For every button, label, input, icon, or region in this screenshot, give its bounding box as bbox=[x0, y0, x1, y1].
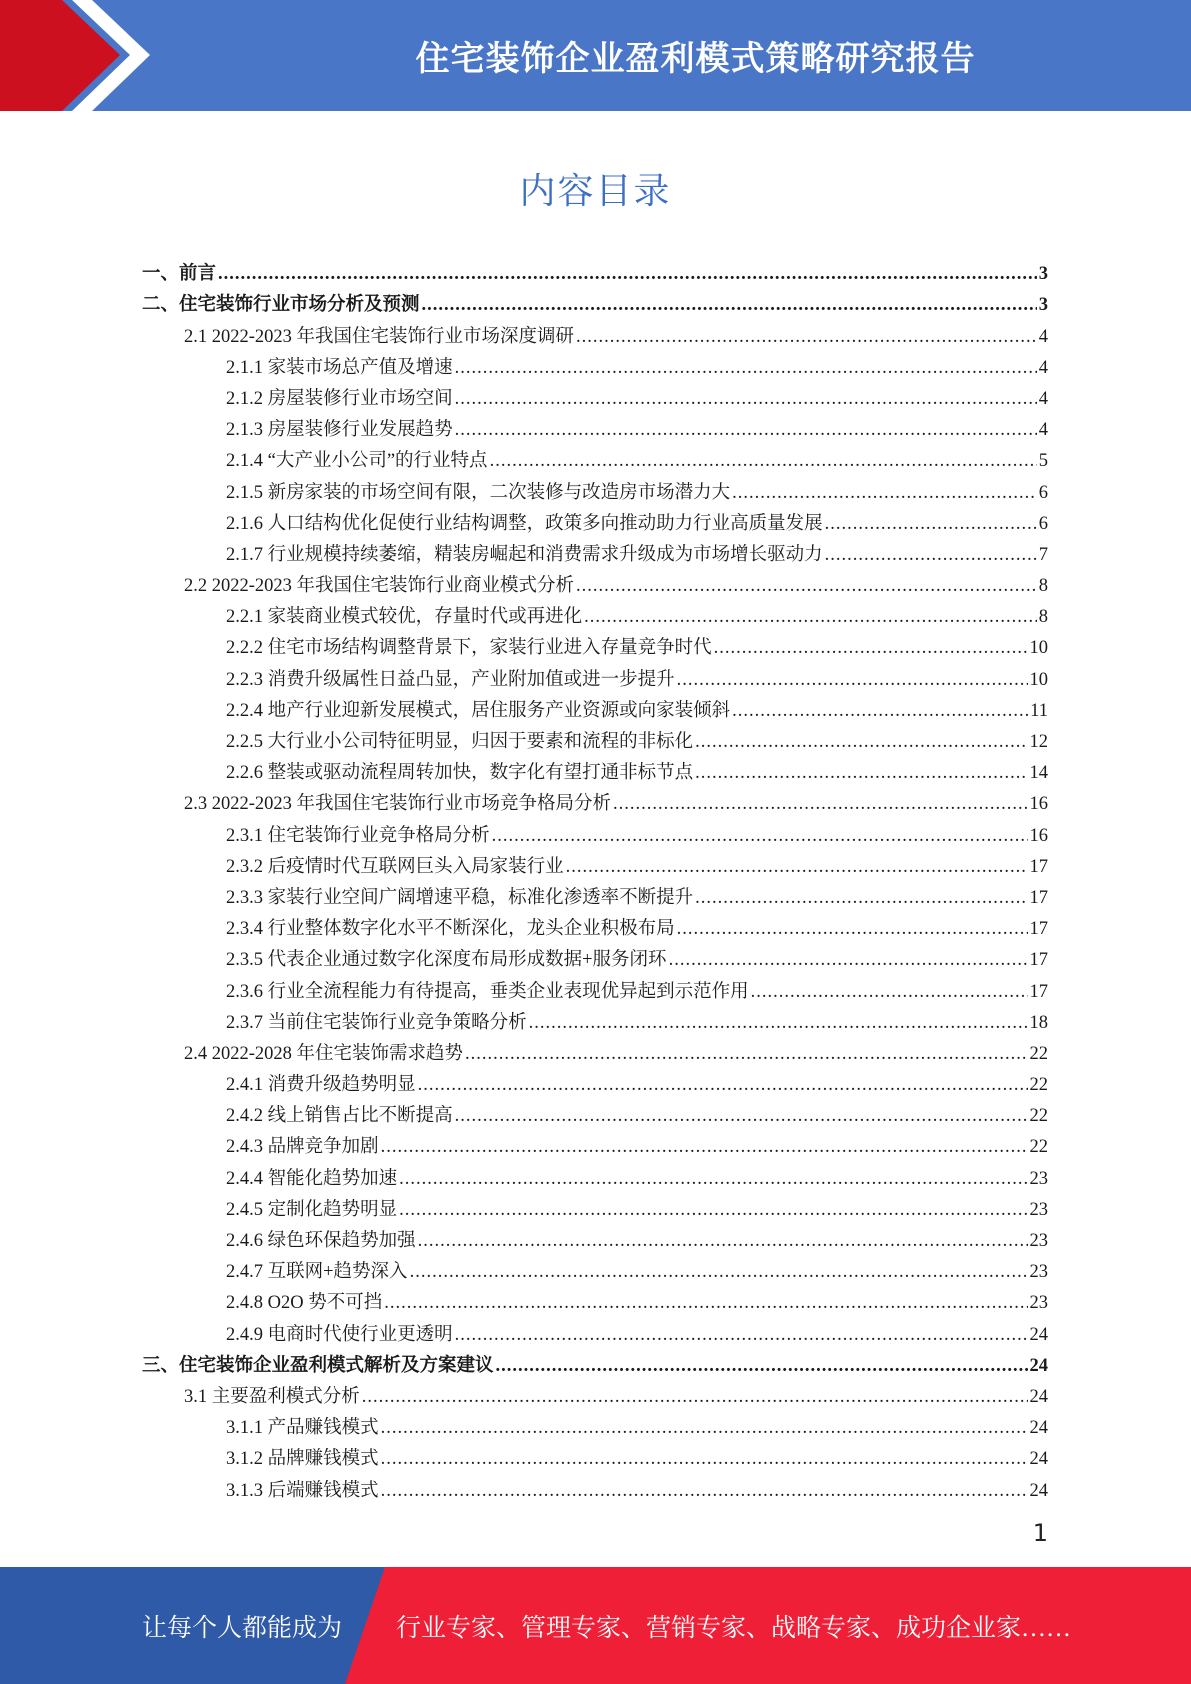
toc-entry-label: 2.1.1 家装市场总产值及增速 bbox=[226, 357, 453, 378]
toc-leader-dots bbox=[381, 1448, 1028, 1470]
page-header bbox=[0, 0, 1191, 111]
table-of-contents bbox=[142, 254, 1048, 1502]
toc-leader-dots bbox=[695, 731, 1027, 753]
toc-entry-label: 3.1.3 后端赚钱模式 bbox=[226, 1480, 379, 1501]
toc-leader-dots bbox=[576, 326, 1037, 348]
toc-entry-page: 16 bbox=[1029, 825, 1048, 846]
toc-leader-dots bbox=[422, 294, 1037, 316]
toc-entry-label: 2.1.6 人口结构优化促使行业结构调整，政策多向推动助力行业高质量发展 bbox=[226, 513, 823, 534]
toc-entry-label: 2.2.5 大行业小公司特征明显，归因于要素和流程的非标化 bbox=[226, 732, 694, 752]
toc-entry[interactable] bbox=[142, 566, 1048, 597]
toc-entry-label: 2.4.6 绿色环保趋势加强 bbox=[226, 1231, 416, 1251]
toc-entry-page: 24 bbox=[1029, 1386, 1048, 1407]
toc-entry-label: 2.3.3 家装行业空间广阔增速平稳，标准化渗透率不断提升 bbox=[226, 887, 694, 908]
toc-entry[interactable] bbox=[142, 535, 1048, 566]
toc-entry-page: 22 bbox=[1029, 1137, 1048, 1158]
toc-entry-label: 2.3.7 当前住宅装饰行业竞争策略分析 bbox=[226, 1012, 527, 1033]
toc-entry[interactable] bbox=[142, 1314, 1048, 1345]
toc-entry-label: 3.1.1 产品赚钱模式 bbox=[226, 1418, 379, 1439]
toc-entry-page: 10 bbox=[1029, 638, 1048, 659]
page-number: 1 bbox=[1032, 1519, 1048, 1547]
toc-entry-page: 7 bbox=[1038, 544, 1048, 565]
toc-entry[interactable] bbox=[142, 815, 1048, 846]
toc-entry[interactable] bbox=[142, 971, 1048, 1002]
toc-leader-dots bbox=[732, 482, 1037, 504]
toc-entry[interactable] bbox=[142, 1065, 1048, 1096]
toc-entry-page: 24 bbox=[1029, 1418, 1048, 1439]
toc-entry-page: 4 bbox=[1038, 420, 1048, 441]
toc-leader-dots bbox=[381, 1417, 1028, 1439]
toc-entry-page: 4 bbox=[1038, 357, 1048, 378]
toc-entry-label: 三、住宅装饰企业盈利模式解析及方案建议 bbox=[142, 1355, 494, 1376]
toc-entry-page: 8 bbox=[1038, 576, 1048, 597]
toc-leader-dots bbox=[490, 450, 1037, 472]
toc-entry-page: 23 bbox=[1029, 1199, 1048, 1220]
toc-leader-dots bbox=[455, 419, 1037, 441]
toc-leader-dots bbox=[732, 700, 1028, 722]
toc-entry-page: 5 bbox=[1038, 451, 1048, 472]
toc-entry[interactable] bbox=[142, 1470, 1048, 1501]
toc-leader-dots bbox=[455, 357, 1037, 379]
toc-entry-label: 2.1.4 “大产业小公司”的行业特点 bbox=[226, 451, 488, 472]
toc-leader-dots bbox=[492, 825, 1028, 847]
toc-entry[interactable] bbox=[142, 909, 1048, 940]
toc-entry-page: 23 bbox=[1029, 1168, 1048, 1189]
toc-entry-label: 2.1 2022-2023 年我国住宅装饰行业市场深度调研 bbox=[184, 326, 575, 347]
toc-entry[interactable] bbox=[142, 722, 1048, 753]
toc-entry-label: 2.3.6 行业全流程能力有待提高，垂类企业表现优异起到示范作用 bbox=[226, 981, 749, 1002]
toc-entry[interactable] bbox=[142, 847, 1048, 878]
toc-entry-page: 24 bbox=[1029, 1480, 1048, 1501]
toc-leader-dots bbox=[695, 887, 1027, 909]
toc-leader-dots bbox=[576, 575, 1037, 597]
toc-entry-page: 22 bbox=[1029, 1043, 1048, 1064]
toc-entry-page: 23 bbox=[1029, 1293, 1048, 1314]
toc-entry-page: 24 bbox=[1029, 1449, 1048, 1470]
toc-entry-label: 3.1 主要盈利模式分析 bbox=[184, 1386, 360, 1407]
toc-leader-dots bbox=[825, 513, 1037, 535]
toc-entry-label: 2.4.1 消费升级趋势明显 bbox=[226, 1075, 416, 1096]
toc-leader-dots bbox=[496, 1355, 1028, 1377]
toc-leader-dots bbox=[751, 981, 1028, 1003]
toc-leader-dots bbox=[418, 1074, 1028, 1096]
toc-entry-label: 2.2.4 地产行业迎新发展模式，居住服务产业资源或向家装倾斜 bbox=[226, 700, 731, 721]
toc-entry-page: 14 bbox=[1029, 763, 1048, 784]
toc-entry[interactable] bbox=[142, 472, 1048, 503]
toc-leader-dots bbox=[825, 544, 1037, 566]
toc-entry[interactable] bbox=[142, 1439, 1048, 1470]
toc-entry-label: 2.2.3 消费升级属性日益凸显，产业附加值或进一步提升 bbox=[226, 669, 675, 690]
toc-entry[interactable] bbox=[142, 1190, 1048, 1221]
toc-entry[interactable] bbox=[142, 441, 1048, 472]
toc-leader-dots bbox=[410, 1261, 1028, 1283]
toc-leader-dots bbox=[613, 793, 1027, 815]
toc-entry[interactable] bbox=[142, 659, 1048, 690]
toc-entry-label: 一、前言 bbox=[142, 264, 217, 285]
footer-slogan-right: 行业专家、管理专家、营销专家、战略专家、成功企业家…… bbox=[396, 1614, 1072, 1642]
toc-leader-dots bbox=[455, 1324, 1028, 1346]
toc-entry-label: 二、住宅装饰行业市场分析及预测 bbox=[142, 295, 420, 316]
toc-entry-label: 3.1.2 品牌赚钱模式 bbox=[226, 1449, 379, 1470]
toc-entry-label: 2.4.7 互联网+趋势深入 bbox=[226, 1262, 408, 1283]
toc-entry-label: 2.4.8 O2O 势不可挡 bbox=[226, 1293, 383, 1314]
toc-entry-page: 24 bbox=[1029, 1355, 1048, 1376]
report-title: 住宅装饰企业盈利模式策略研究报告 bbox=[415, 39, 976, 79]
toc-entry-page: 3 bbox=[1038, 295, 1048, 316]
toc-entry-page: 12 bbox=[1029, 732, 1048, 752]
toc-entry[interactable] bbox=[142, 1034, 1048, 1065]
toc-entry-label: 2.3.1 住宅装饰行业竞争格局分析 bbox=[226, 825, 490, 846]
toc-entry[interactable] bbox=[142, 504, 1048, 535]
toc-leader-dots bbox=[677, 669, 1028, 691]
toc-entry-page: 22 bbox=[1029, 1075, 1048, 1096]
toc-entry-page: 11 bbox=[1030, 700, 1048, 721]
toc-entry-label: 2.2.6 整装或驱动流程周转加快，数字化有望打通非标节点 bbox=[226, 763, 694, 784]
page-footer bbox=[0, 1567, 1191, 1684]
toc-entry[interactable] bbox=[142, 784, 1048, 815]
toc-entry-label: 2.4 2022-2028 年住宅装饰需求趋势 bbox=[184, 1043, 464, 1064]
toc-entry-label: 2.1.5 新房家装的市场空间有限，二次装修与改造房市场潜力大 bbox=[226, 482, 731, 503]
toc-entry-page: 3 bbox=[1038, 264, 1048, 285]
toc-entry[interactable] bbox=[142, 1283, 1048, 1314]
toc-entry[interactable] bbox=[142, 316, 1048, 347]
toc-leader-dots bbox=[381, 1136, 1028, 1158]
toc-entry-label: 2.4.5 定制化趋势明显 bbox=[226, 1199, 398, 1220]
toc-entry-label: 2.2 2022-2023 年我国住宅装饰行业商业模式分析 bbox=[184, 576, 575, 597]
toc-entry-label: 2.2.1 家装商业模式较优，存量时代或再进化 bbox=[226, 607, 583, 628]
toc-heading: 内容目录 bbox=[519, 171, 672, 212]
toc-entry-page: 24 bbox=[1029, 1324, 1048, 1345]
toc-leader-dots bbox=[399, 1168, 1027, 1190]
toc-entry[interactable] bbox=[142, 379, 1048, 410]
toc-leader-dots bbox=[695, 762, 1027, 784]
toc-entry-label: 2.3.4 行业整体数字化水平不断深化，龙头企业积极布局 bbox=[226, 919, 675, 940]
toc-entry-label: 2.4.2 线上销售占比不断提高 bbox=[226, 1106, 453, 1127]
toc-entry[interactable] bbox=[142, 878, 1048, 909]
toc-entry[interactable] bbox=[142, 1252, 1048, 1283]
toc-entry-label: 2.1.2 房屋装修行业市场空间 bbox=[226, 388, 453, 409]
toc-entry-page: 18 bbox=[1029, 1012, 1048, 1033]
toc-entry[interactable] bbox=[142, 1158, 1048, 1189]
toc-entry-page: 6 bbox=[1038, 513, 1048, 534]
toc-entry-page: 8 bbox=[1038, 607, 1048, 628]
toc-entry[interactable] bbox=[142, 1221, 1048, 1252]
toc-entry[interactable] bbox=[142, 1377, 1048, 1408]
toc-entry[interactable] bbox=[142, 410, 1048, 441]
toc-entry[interactable] bbox=[142, 753, 1048, 784]
toc-leader-dots bbox=[218, 263, 1037, 285]
toc-entry-page: 23 bbox=[1029, 1231, 1048, 1251]
toc-leader-dots bbox=[455, 388, 1037, 410]
toc-leader-dots bbox=[584, 606, 1037, 628]
toc-entry[interactable] bbox=[142, 285, 1048, 316]
toc-leader-dots bbox=[384, 1292, 1027, 1314]
toc-leader-dots bbox=[418, 1230, 1028, 1252]
toc-entry-page: 17 bbox=[1029, 887, 1048, 908]
toc-entry[interactable] bbox=[142, 597, 1048, 628]
toc-entry[interactable] bbox=[142, 1096, 1048, 1127]
toc-leader-dots bbox=[669, 949, 1028, 971]
toc-leader-dots bbox=[381, 1480, 1028, 1502]
toc-leader-dots bbox=[714, 637, 1028, 659]
toc-entry-page: 17 bbox=[1029, 950, 1048, 971]
toc-entry-label: 2.3 2022-2023 年我国住宅装饰行业市场竞争格局分析 bbox=[184, 794, 612, 815]
toc-entry-label: 2.3.2 后疫情时代互联网巨头入局家装行业 bbox=[226, 856, 564, 877]
toc-entry[interactable] bbox=[142, 1346, 1048, 1377]
toc-entry-page: 17 bbox=[1029, 856, 1048, 877]
toc-leader-dots bbox=[677, 918, 1028, 940]
toc-leader-dots bbox=[399, 1199, 1027, 1221]
toc-entry-page: 17 bbox=[1029, 981, 1048, 1002]
toc-entry-page: 23 bbox=[1029, 1262, 1048, 1283]
toc-entry[interactable] bbox=[142, 348, 1048, 379]
toc-leader-dots bbox=[465, 1043, 1027, 1065]
toc-entry[interactable] bbox=[142, 940, 1048, 971]
toc-entry-page: 17 bbox=[1029, 919, 1048, 940]
toc-entry-label: 2.1.7 行业规模持续萎缩，精装房崛起和消费需求升级成为市场增长驱动力 bbox=[226, 544, 823, 565]
toc-leader-dots bbox=[455, 1105, 1028, 1127]
toc-leader-dots bbox=[566, 856, 1028, 878]
toc-entry-label: 2.4.3 品牌竞争加剧 bbox=[226, 1137, 379, 1158]
toc-entry-label: 2.2.2 住宅市场结构调整背景下，家装行业进入存量竞争时代 bbox=[226, 638, 712, 659]
toc-entry[interactable] bbox=[142, 254, 1048, 285]
toc-entry-page: 4 bbox=[1038, 388, 1048, 409]
toc-entry-page: 22 bbox=[1029, 1106, 1048, 1127]
toc-leader-dots bbox=[362, 1386, 1028, 1408]
toc-entry-label: 2.4.9 电商时代使行业更透明 bbox=[226, 1324, 453, 1345]
toc-entry[interactable] bbox=[142, 1408, 1048, 1439]
toc-entry[interactable] bbox=[142, 691, 1048, 722]
toc-entry-label: 2.3.5 代表企业通过数字化深度布局形成数据+服务闭环 bbox=[226, 950, 667, 971]
toc-entry-page: 6 bbox=[1038, 482, 1048, 503]
toc-entry[interactable] bbox=[142, 628, 1048, 659]
toc-entry-label: 2.4.4 智能化趋势加速 bbox=[226, 1168, 398, 1189]
toc-entry[interactable] bbox=[142, 1003, 1048, 1034]
toc-leader-dots bbox=[529, 1012, 1028, 1034]
toc-entry-label: 2.1.3 房屋装修行业发展趋势 bbox=[226, 420, 453, 441]
toc-entry[interactable] bbox=[142, 1127, 1048, 1158]
footer-slogan-left: 让每个人都能成为 bbox=[142, 1614, 343, 1642]
toc-entry-page: 10 bbox=[1029, 669, 1048, 690]
toc-entry-page: 16 bbox=[1029, 794, 1048, 815]
toc-entry-page: 4 bbox=[1038, 326, 1048, 347]
